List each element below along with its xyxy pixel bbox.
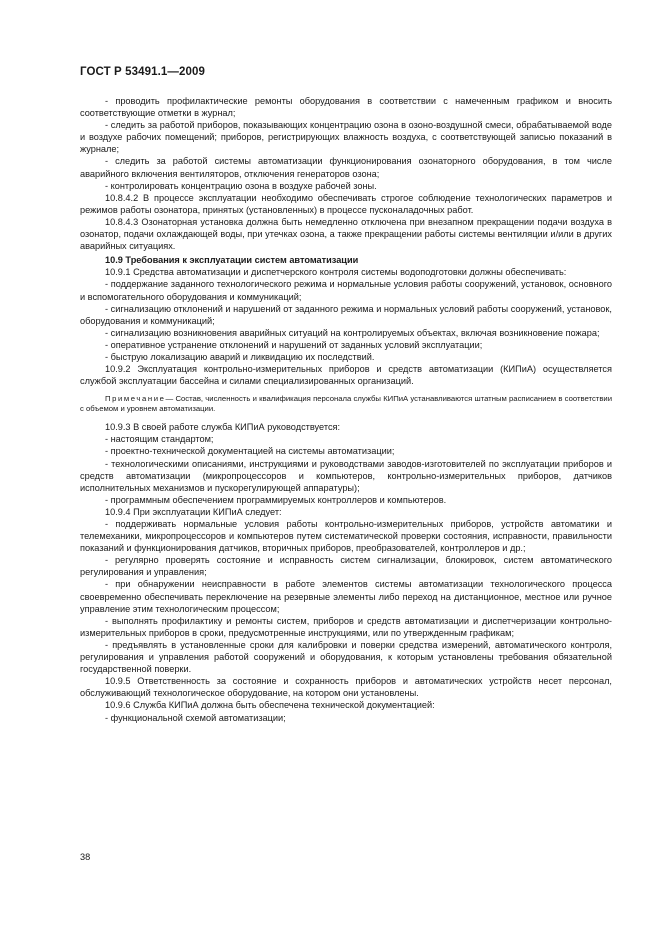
paragraph: - проектно-технической документацией на системы автоматизации; (105, 446, 395, 457)
paragraph: - регулярно проверять состояние и исправность систем сигнализации, блокировок, систем автоматического регулирования и управления; (80, 555, 612, 578)
document-header: ГОСТ Р 53491.1—2009 (80, 66, 205, 78)
paragraph: - поддерживать нормальные условия работы контрольно-измерительных приборов, устройств автоматики и телемеханики, микропроцессоров и компьютеров путем систематической проверки состояния, исправности, правильности показаний и функционирования датчиков, вторичных приборов, преобразователей, контроллеров и др.; (80, 519, 612, 554)
paragraph: - функциональной схемой автоматизации; (105, 712, 286, 723)
paragraph: - настоящим стандартом; (105, 434, 214, 445)
paragraph: 10.8.4.2 В процессе эксплуатации необходимо обеспечивать строгое соблюдение технологических параметров и режимов работы озонатора, принятых (установленных) в процессе пусконаладочных работ. (80, 192, 612, 215)
page-number: 38 (80, 852, 91, 862)
section-heading: 10.9 Требования к эксплуатации систем автоматизации (105, 255, 359, 266)
paragraph: 10.9.4 При эксплуатации КИПиА следует: (105, 506, 282, 517)
paragraph: - выполнять профилактику и ремонты систем, приборов и средств автоматизации и диспетчеризации контрольно-измерительных приборов в сроки, предусмотренные инструкциями, или по утвержденным графикам; (80, 615, 612, 638)
paragraph: 10.9.3 В своей работе служба КИПиА руководствуется: (105, 422, 341, 433)
paragraph: - технологическими описаниями, инструкциями и руководствами заводов-изготовителей по эксплуатации приборов и средств автоматизации (микропроцессоров и компьютеров, контрольно-измерительных приборов, датчиков исполнительных механизмов и пускорегулирующей аппаратуры); (80, 458, 612, 493)
paragraph: - следить за работой приборов, показывающих концентрацию озона в озоно-воздушной смеси, обрабатываемой воде и воздухе рабочих помещений; приборов, регистрирующих влажность воздуха, с соответствующей записью показаний в журнале; (80, 120, 612, 155)
paragraph: - поддержание заданного технологического режима и нормальные условия работы сооружений, установок, основного и вспомогательного оборудования и коммуникаций; (80, 279, 612, 302)
paragraph: 10.9.2 Эксплуатация контрольно-измерительных приборов и средств автоматизации (КИПиА) осуществляется службой эксплуатации бассейна и силами специализированных организаций. (80, 364, 612, 387)
paragraph: - сигнализацию возникновения аварийных ситуаций на контролируемых объектах, включая возникновение пожара; (105, 327, 600, 338)
paragraph: 10.9.5 Ответственность за состояние и сохранность приборов и автоматических устройств несет персонал, обслуживающий технологическое оборудование, на котором они установлены. (80, 676, 612, 699)
paragraph: 10.8.4.3 Озонаторная установка должна быть немедленно отключена при внезапном прекращении подачи воздуха в озонатор, подачи охлаждающей воды, при утечках озона, а также прекращении работы системы вентиляции и/или в других аварийных ситуациях. (80, 216, 612, 252)
paragraph: - оперативное устранение отклонений и нарушений от заданных условий эксплуатации; (105, 339, 483, 350)
paragraph: - быструю локализацию аварий и ликвидацию их последствий. (105, 351, 375, 362)
paragraph: - при обнаружении неисправности в работе элементов системы автоматизации технологического процесса своевременно обеспечивать переключение на резервные элементы либо переход на дистанционное, местное или ручное управление этим технологическим процессом; (80, 579, 612, 614)
paragraph: - сигнализацию отклонений и нарушений от заданного режима и нормальных условий работы сооружений, установок, оборудования и коммуникаций; (80, 303, 612, 326)
paragraph: 10.9.6 Служба КИПиА должна быть обеспечена технической документацией: (105, 700, 435, 711)
note-label: Примечание (105, 394, 166, 404)
paragraph: 10.9.1 Средства автоматизации и диспетчерского контроля системы водоподготовки должны обеспечивать: (105, 267, 567, 278)
document-body (80, 95, 612, 724)
note-text: — Состав, численность и квалификация персонала службы КИПиА устанавливаются штатным расписанием в соответствии с объемом и уровнем автоматизации. (80, 394, 612, 414)
paragraph: - предъявлять в установленные сроки для калибровки и поверки средства измерений, автоматического контроля, регулирования и управления работой сооружений и оборудования, к которым установлены требования обязательной государственной поверки. (80, 639, 612, 675)
paragraph: - контролировать концентрацию озона в воздухе рабочей зоны. (105, 180, 377, 191)
note (80, 394, 612, 414)
paragraph: - программным обеспечением программируемых контроллеров и компьютеров. (105, 494, 447, 505)
paragraph: - следить за работой системы автоматизации функционирования озонаторного оборудования, в том числе аварийного включения вентиляторов, отключения генераторов озона; (80, 156, 612, 179)
paragraph: - проводить профилактические ремонты оборудования в соответствии с намеченным графиком и вносить соответствующие отметки в журнал; (80, 96, 612, 119)
